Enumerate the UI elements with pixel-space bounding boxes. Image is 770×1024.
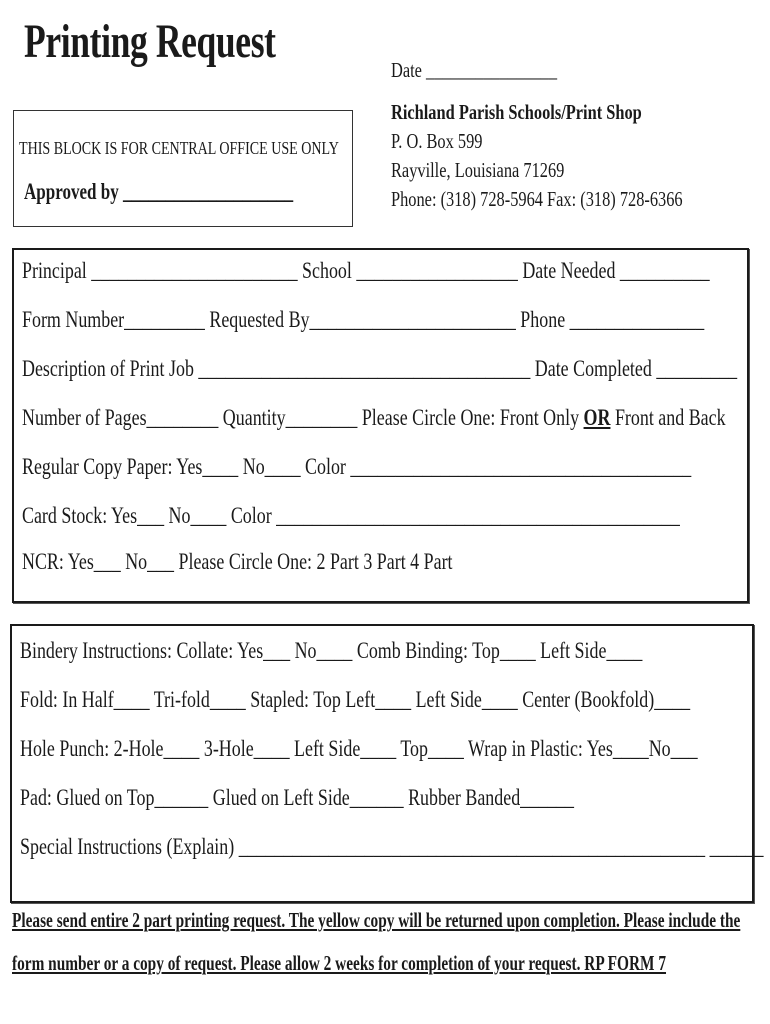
form-title: Printing Request bbox=[24, 15, 276, 68]
print-shop-name: Richland Parish Schools/Print Shop bbox=[391, 100, 642, 124]
bindery-collate-comb-line[interactable]: Bindery Instructions: Collate: Yes___ No____ Comb Binding: Top____ Left Side____ bbox=[20, 638, 643, 663]
hole-punch-wrap-line[interactable]: Hole Punch: 2-Hole____ 3-Hole____ Left Side____ Top____ Wrap in Plastic: Yes____No___ bbox=[20, 736, 698, 761]
date-field[interactable]: Date ________________ bbox=[391, 58, 558, 82]
central-office-block bbox=[13, 110, 353, 227]
phone-fax: Phone: (318) 728-5964 Fax: (318) 728-6366 bbox=[391, 187, 683, 211]
regular-copy-paper-line[interactable]: Regular Copy Paper: Yes____ No____ Color ______________________________________ bbox=[22, 454, 692, 479]
description-date-completed-line[interactable]: Description of Print Job _____________________________________ Date Completed _________ bbox=[22, 356, 738, 381]
approved-by-field[interactable]: Approved by ____________________ bbox=[24, 179, 294, 204]
pad-line[interactable]: Pad: Glued on Top______ Glued on Left Side______ Rubber Banded______ bbox=[20, 785, 574, 810]
office-use-note: THIS BLOCK IS FOR CENTRAL OFFICE USE ONLY bbox=[19, 138, 339, 158]
bindery-instructions-box bbox=[10, 624, 764, 903]
card-stock-line[interactable]: Card Stock: Yes___ No____ Color _____________________________________________ bbox=[22, 503, 680, 528]
special-instructions-line[interactable]: Special Instructions (Explain) ____________________________________________________ ______ bbox=[20, 834, 764, 859]
print-shop-address bbox=[391, 98, 683, 214]
front-and-back-option: Front and Back bbox=[610, 405, 726, 430]
city-state-zip: Rayville, Louisiana 71269 bbox=[391, 158, 565, 182]
fold-stapled-line[interactable]: Fold: In Half____ Tri-fold____ Stapled: Top Left____ Left Side____ Center (Bookfold)____ bbox=[20, 687, 691, 712]
principal-school-date-line[interactable]: Principal _______________________ School __________________ Date Needed __________ bbox=[22, 258, 710, 283]
form-number-requested-by-line[interactable]: Form Number_________ Requested By_______________________ Phone _______________ bbox=[22, 307, 705, 332]
or-emphasis: OR bbox=[583, 405, 611, 430]
footer-note-line-2: form number or a copy of request. Please allow 2 weeks for completion of your request. RP FORM 7 bbox=[12, 951, 667, 975]
request-details-box bbox=[12, 248, 749, 603]
pages-quantity-label: Number of Pages________ Quantity________ Please Circle One: Front Only bbox=[22, 405, 584, 430]
po-box: P. O. Box 599 bbox=[391, 129, 483, 153]
pages-quantity-sides-line[interactable] bbox=[22, 405, 726, 431]
footer-note-line-1: Please send entire 2 part printing request. The yellow copy will be returned upon completion. Please include the bbox=[12, 908, 741, 932]
ncr-line[interactable]: NCR: Yes___ No___ Please Circle One: 2 Part 3 Part 4 Part bbox=[22, 549, 453, 574]
